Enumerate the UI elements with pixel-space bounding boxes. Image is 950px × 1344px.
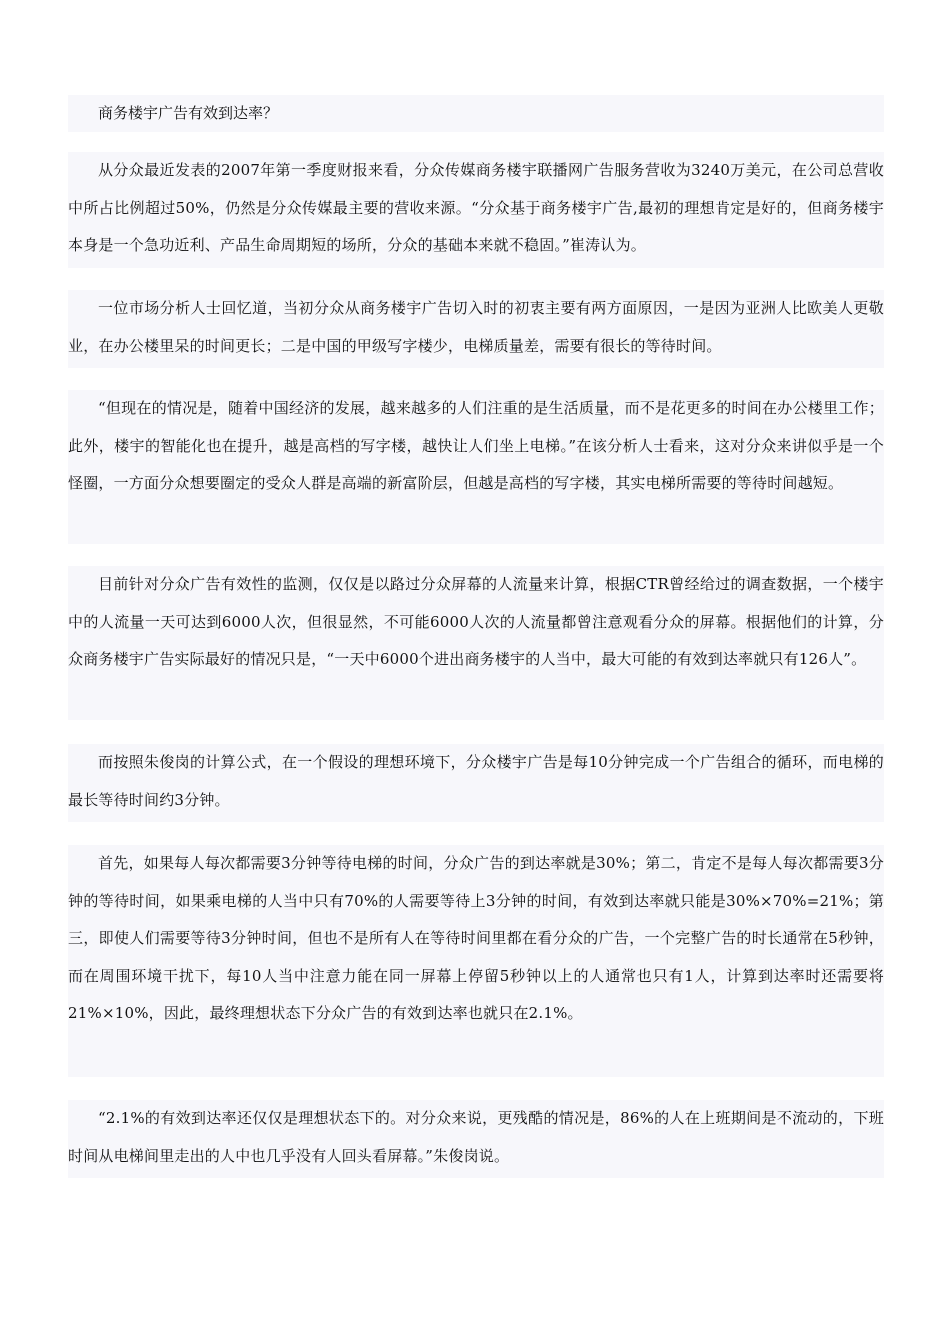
paragraph-block-2 [68,290,884,368]
paragraph-block-1 [68,152,884,268]
paragraph-4: 目前针对分众广告有效性的监测，仅仅是以路过分众屏幕的人流量来计算，根据CTR曾经给过的调查数据，一个楼宇中的人流量一天可达到6000人次，但很显然，不可能6000人次的人流量都曾注意观看分众的屏幕。根据他们的计算，分众商务楼宇广告实际最好的情况只是，“一天中6000个进出商务楼宇的人当中，最大可能的有效到达率就只有126人”。 [68,575,884,668]
paragraph-2: 一位市场分析人士回忆道，当初分众从商务楼宇广告切入时的初衷主要有两方面原因，一是因为亚洲人比欧美人更敬业，在办公楼里呆的时间更长；二是中国的甲级写字楼少，电梯质量差，需要有很长的等待时间。 [68,299,884,355]
paragraph-1: 从分众最近发表的2007年第一季度财报来看，分众传媒商务楼宇联播网广告服务营收为3240万美元，在公司总营收中所占比例超过50%，仍然是分众传媒最主要的营收来源。“分众基于商务楼宇广告,最初的理想肯定是好的，但商务楼宇本身是一个急功近利、产品生命周期短的场所，分众的基础本来就不稳固。”崔涛认为。 [68,161,884,254]
paragraph-block-5 [68,744,884,822]
paragraph-block-6 [68,845,884,1077]
article-heading: 商务楼宇广告有效到达率？ [98,104,279,122]
title-block [68,95,884,132]
paragraph-block-7 [68,1100,884,1178]
paragraph-5: 而按照朱俊岗的计算公式，在一个假设的理想环境下，分众楼宇广告是每10分钟完成一个广告组合的循环，而电梯的最长等待时间约3分钟。 [68,753,884,809]
paragraph-block-3 [68,390,884,544]
paragraph-block-4 [68,566,884,720]
paragraph-7: “2.1%的有效到达率还仅仅是理想状态下的。对分众来说，更残酷的情况是，86%的人在上班期间是不流动的，下班时间从电梯间里走出的人中也几乎没有人回头看屏幕。”朱俊岗说。 [68,1109,884,1165]
paragraph-6: 首先，如果每人每次都需要3分钟等待电梯的时间，分众广告的到达率就是30%；第二，肯定不是每人每次都需要3分钟的等待时间，如果乘电梯的人当中只有70%的人需要等待上3分钟的时间，有效到达率就只能是30%×70%=21%；第三，即使人们需要等待3分钟时间，但也不是所有人在等待时间里都在看分众的广告，一个完整广告的时长通常在5秒钟，而在周围环境干扰下，每10人当中注意力能在同一屏幕上停留5秒钟以上的人通常也只有1人，计算到达率时还需要将21%×10%，因此，最终理想状态下分众广告的有效到达率也就只在2.1%。 [68,854,884,1022]
paragraph-3: “但现在的情况是，随着中国经济的发展，越来越多的人们注重的是生活质量，而不是花更多的时间在办公楼里工作；此外，楼宇的智能化也在提升，越是高档的写字楼，越快让人们坐上电梯。”在该分析人士看来，这对分众来讲似乎是一个怪圈，一方面分众想要圈定的受众人群是高端的新富阶层，但越是高档的写字楼，其实电梯所需要的等待时间越短。 [68,399,884,492]
